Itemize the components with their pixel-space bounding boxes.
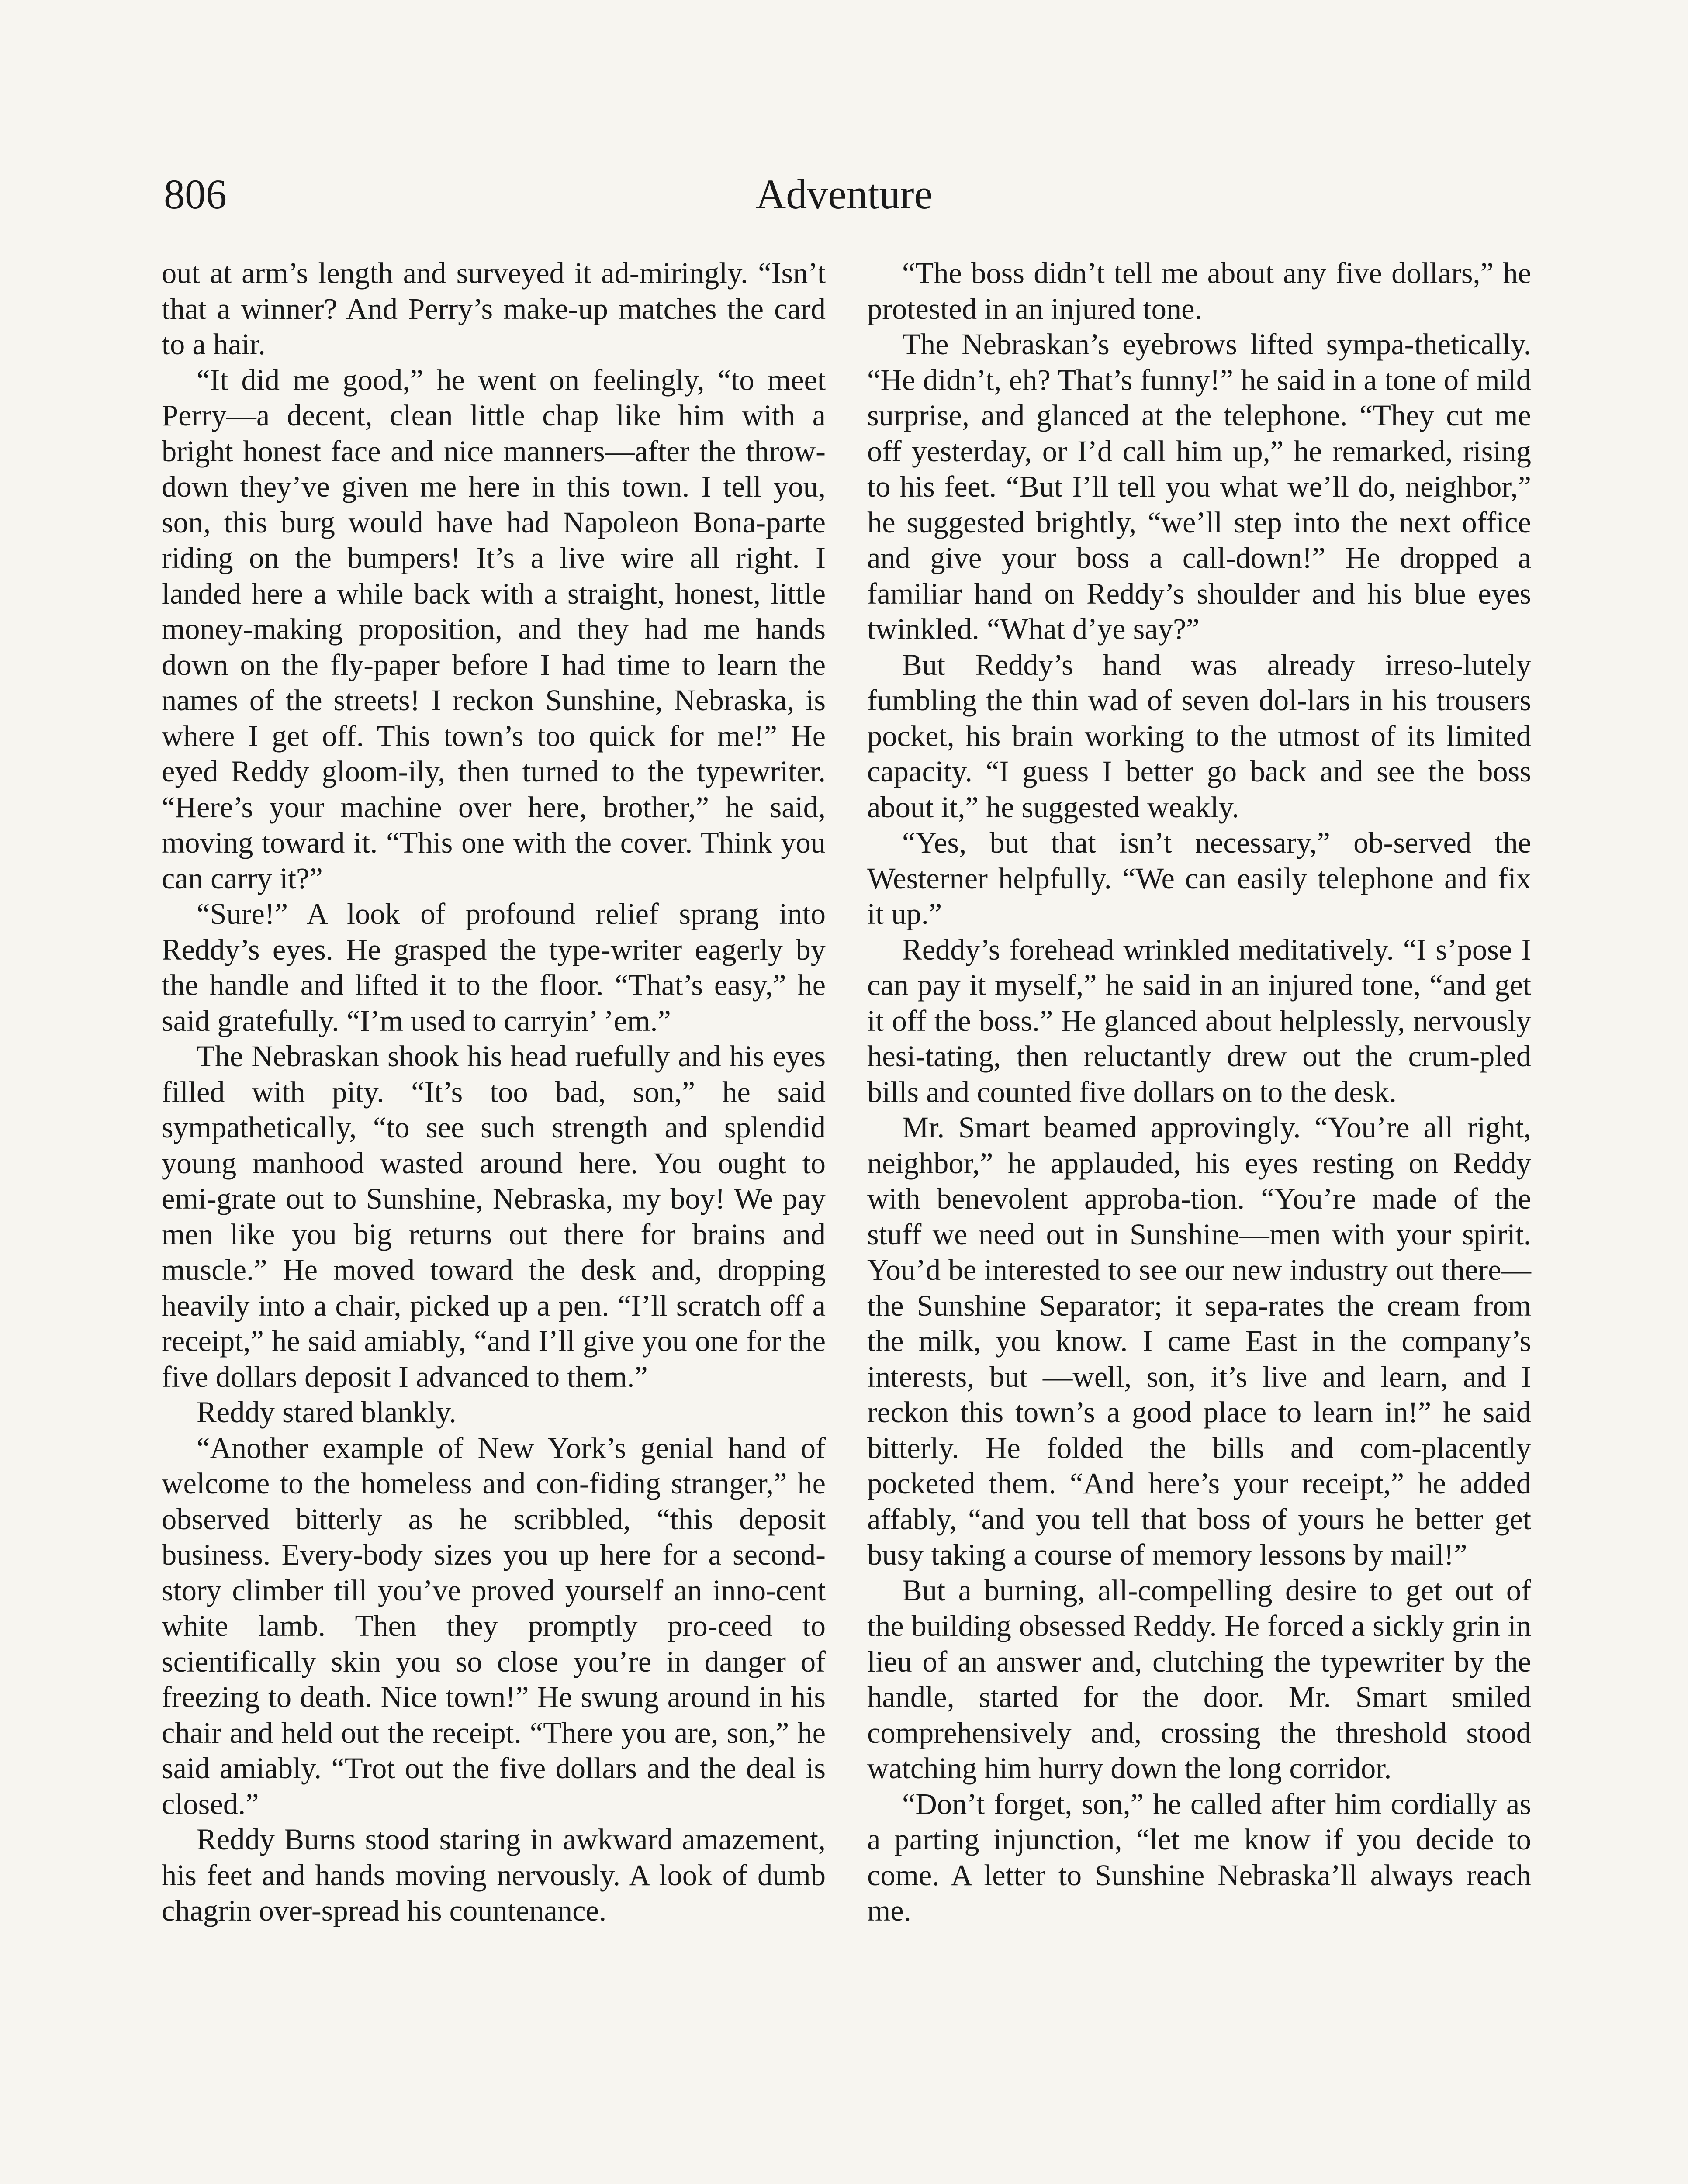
text-column-left	[162, 256, 826, 1929]
paragraph: Mr. Smart beamed approvingly. “You’re all right, neighbor,” he applauded, his eyes resting on Reddy with benevolent approba-tion. “You’re made of the stuff we need out in Sunshine—men with your spirit. You’d be interested to see our new industry out there—the Sunshine Separator; it sepa-rates the cream from the milk, you know. I came East in the company’s interests, but —well, son, it’s live and learn, and I reckon this town’s a good place to learn in!” he said bitterly. He folded the bills and com-placently pocketed them. “And here’s your receipt,” he added affably, “and you tell that boss of yours he better get busy taking a course of memory lessons by mail!”	[867, 1111, 1531, 1571]
paragraph: out at arm’s length and surveyed it ad-miringly. “Isn’t that a winner? And Perry’s make-up matches the card to a hair.	[162, 256, 826, 361]
paragraph: “The boss didn’t tell me about any five dollars,” he protested in an injured tone.	[867, 256, 1531, 325]
paragraph: The Nebraskan’s eyebrows lifted sympa-thetically. “He didn’t, eh? That’s funny!” he said in a tone of mild surprise, and glanced at the telephone. “They cut me off yesterday, or I’d call him up,” he remarked, rising to his feet. “But I’ll tell you what we’ll do, neighbor,” he suggested brightly, “we’ll step into the next office and give your boss a call-down!” He dropped a familiar hand on Reddy’s shoulder and his blue eyes twinkled. “What d’ye say?”	[867, 328, 1531, 646]
paragraph: Reddy Burns stood staring in awkward amazement, his feet and hands moving nervously. A look of dumb chagrin over-spread his countenance.	[162, 1823, 826, 1927]
paragraph: “Sure!” A look of profound relief sprang into Reddy’s eyes. He grasped the type-writer eagerly by the handle and lifted it to the floor. “That’s easy,” he said gratefully. “I’m used to carryin’ ’em.”	[162, 897, 826, 1037]
page-header	[164, 166, 1525, 223]
paragraph: But a burning, all-compelling desire to get out of the building obsessed Reddy. He forced a sickly grin in lieu of an answer and, clutching the typewriter by the handle, started for the door. Mr. Smart smiled comprehensively and, crossing the threshold stood watching him hurry down the long corridor.	[867, 1573, 1531, 1785]
paragraph: “Another example of New York’s genial hand of welcome to the homeless and con-fiding stranger,” he observed bitterly as he scribbled, “this deposit business. Every-body sizes you up here for a second-story climber till you’ve proved yourself an inno-cent white lamb. Then they promptly pro-ceed to scientifically skin you so close you’re in danger of freezing to death. Nice town!” He swung around in his chair and held out the receipt. “There you are, son,” he said amiably. “Trot out the five dollars and the deal is closed.”	[162, 1431, 826, 1821]
paragraph: The Nebraskan shook his head ruefully and his eyes filled with pity. “It’s too bad, son,” he said sympathetically, “to see such strength and splendid young manhood wasted around here. You ought to emi-grate out to Sunshine, Nebraska, my boy! We pay men like you big returns out there for brains and muscle.” He moved toward the desk and, dropping heavily into a chair, picked up a pen. “I’ll scratch off a receipt,” he said amiably, “and I’ll give you one for the five dollars deposit I advanced to them.”	[162, 1040, 826, 1393]
paragraph: Reddy’s forehead wrinkled meditatively. “I s’pose I can pay it myself,” he said in an injured tone, “and get it off the boss.” He glanced about helplessly, nervously hesi-tating, then reluctantly drew out the crum-pled bills and counted five dollars on to the desk.	[867, 933, 1531, 1109]
text-column-right	[867, 256, 1531, 1929]
page-number: 806	[164, 171, 227, 218]
running-title: Adventure	[755, 171, 933, 218]
paragraph: But Reddy’s hand was already irreso-lutely fumbling the thin wad of seven dol-lars in his trousers pocket, his brain working to the utmost of its limited capacity. “I guess I better go back and see the boss about it,” he suggested weakly.	[867, 648, 1531, 824]
paragraph: Reddy stared blankly.	[197, 1396, 457, 1429]
paragraph: “Don’t forget, son,” he called after him cordially as a parting injunction, “let me know if you decide to come. A letter to Sunshine Nebraska’ll always reach me.	[867, 1787, 1531, 1927]
paragraph: “Yes, but that isn’t necessary,” ob-served the Westerner helpfully. “We can easily telephone and fix it up.”	[867, 826, 1531, 930]
paragraph: “It did me good,” he went on feelingly, “to meet Perry—a decent, clean little chap like him with a bright honest face and nice manners—after the throw-down they’ve given me here in this town. I tell you, son, this burg would have had Napoleon Bona-parte riding on the bumpers! It’s a live wire all right. I landed here a while back with a straight, honest, little money-making proposition, and they had me hands down on the fly-paper before I had time to learn the names of the streets! I reckon Sunshine, Nebraska, is where I get off. This town’s too quick for me!” He eyed Reddy gloom-ily, then turned to the typewriter. “Here’s your machine over here, brother,” he said, moving toward it. “This one with the cover. Think you can carry it?”	[162, 363, 826, 895]
